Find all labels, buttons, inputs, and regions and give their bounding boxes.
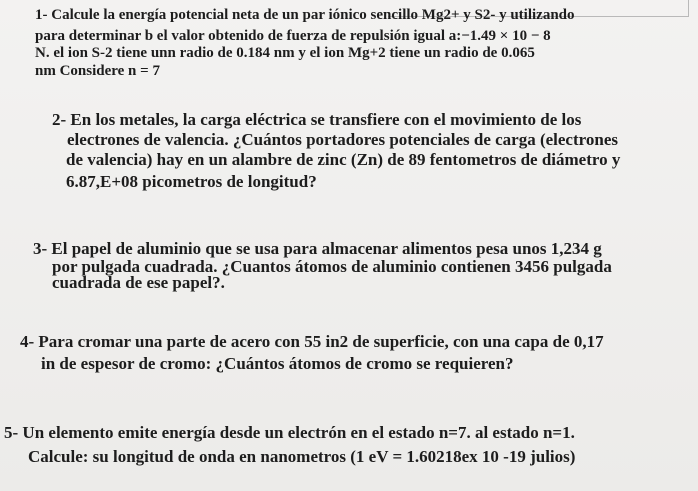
problem-3-line-2: por pulgada cuadrada. ¿Cuantos átomos de aluminio contienen 3456 pulgada bbox=[52, 257, 612, 276]
problem-4-line-2: in de espesor de cromo: ¿Cuántos átomos de cromo se requieren? bbox=[41, 354, 514, 373]
problem-4-line-1: 4- Para cromar una parte de acero con 55 in2 de superficie, con una capa de 0,17 bbox=[20, 332, 604, 351]
problem-1-line-3: N. el ion S-2 tiene unn radio de 0.184 nm y el ion Mg+2 tiene un radio de 0.065 bbox=[35, 45, 535, 61]
problem-2-line-4: 6.87,E+08 picometros de longitud? bbox=[66, 172, 317, 191]
problem-3-line-1: 3- El papel de aluminio que se usa para almacenar alimentos pesa unos 1,234 g bbox=[33, 239, 602, 258]
problem-5-line-2: Calcule: su longitud de onda en nanometros (1 eV = 1.60218ex 10 -19 julios) bbox=[28, 447, 576, 466]
problem-1-line-1: 1- Calcule la energía potencial neta de un par iónico sencillo Mg2+ y S2- y utilizando bbox=[35, 7, 575, 23]
problem-2-line-2: electrones de valencia. ¿Cuántos portadores potenciales de carga (electrones bbox=[67, 130, 618, 149]
problem-2-line-1: 2- En los metales, la carga eléctrica se transfiere con el movimiento de los bbox=[52, 110, 582, 129]
problem-2-line-3: de valencia) hay en un alambre de zinc (Zn) de 89 fentometros de diámetro y bbox=[66, 150, 621, 169]
problem-1-line-2: para determinar b el valor obtenido de fuerza de repulsión igual a:−1.49 × 10 − 8 bbox=[35, 28, 551, 44]
problem-1-line-4: nm Considere n = 7 bbox=[35, 63, 160, 79]
problem-5-line-1: 5- Un elemento emite energía desde un electrón en el estado n=7. al estado n=1. bbox=[4, 423, 575, 442]
problem-3-line-3: cuadrada de ese papel?. bbox=[52, 273, 225, 292]
